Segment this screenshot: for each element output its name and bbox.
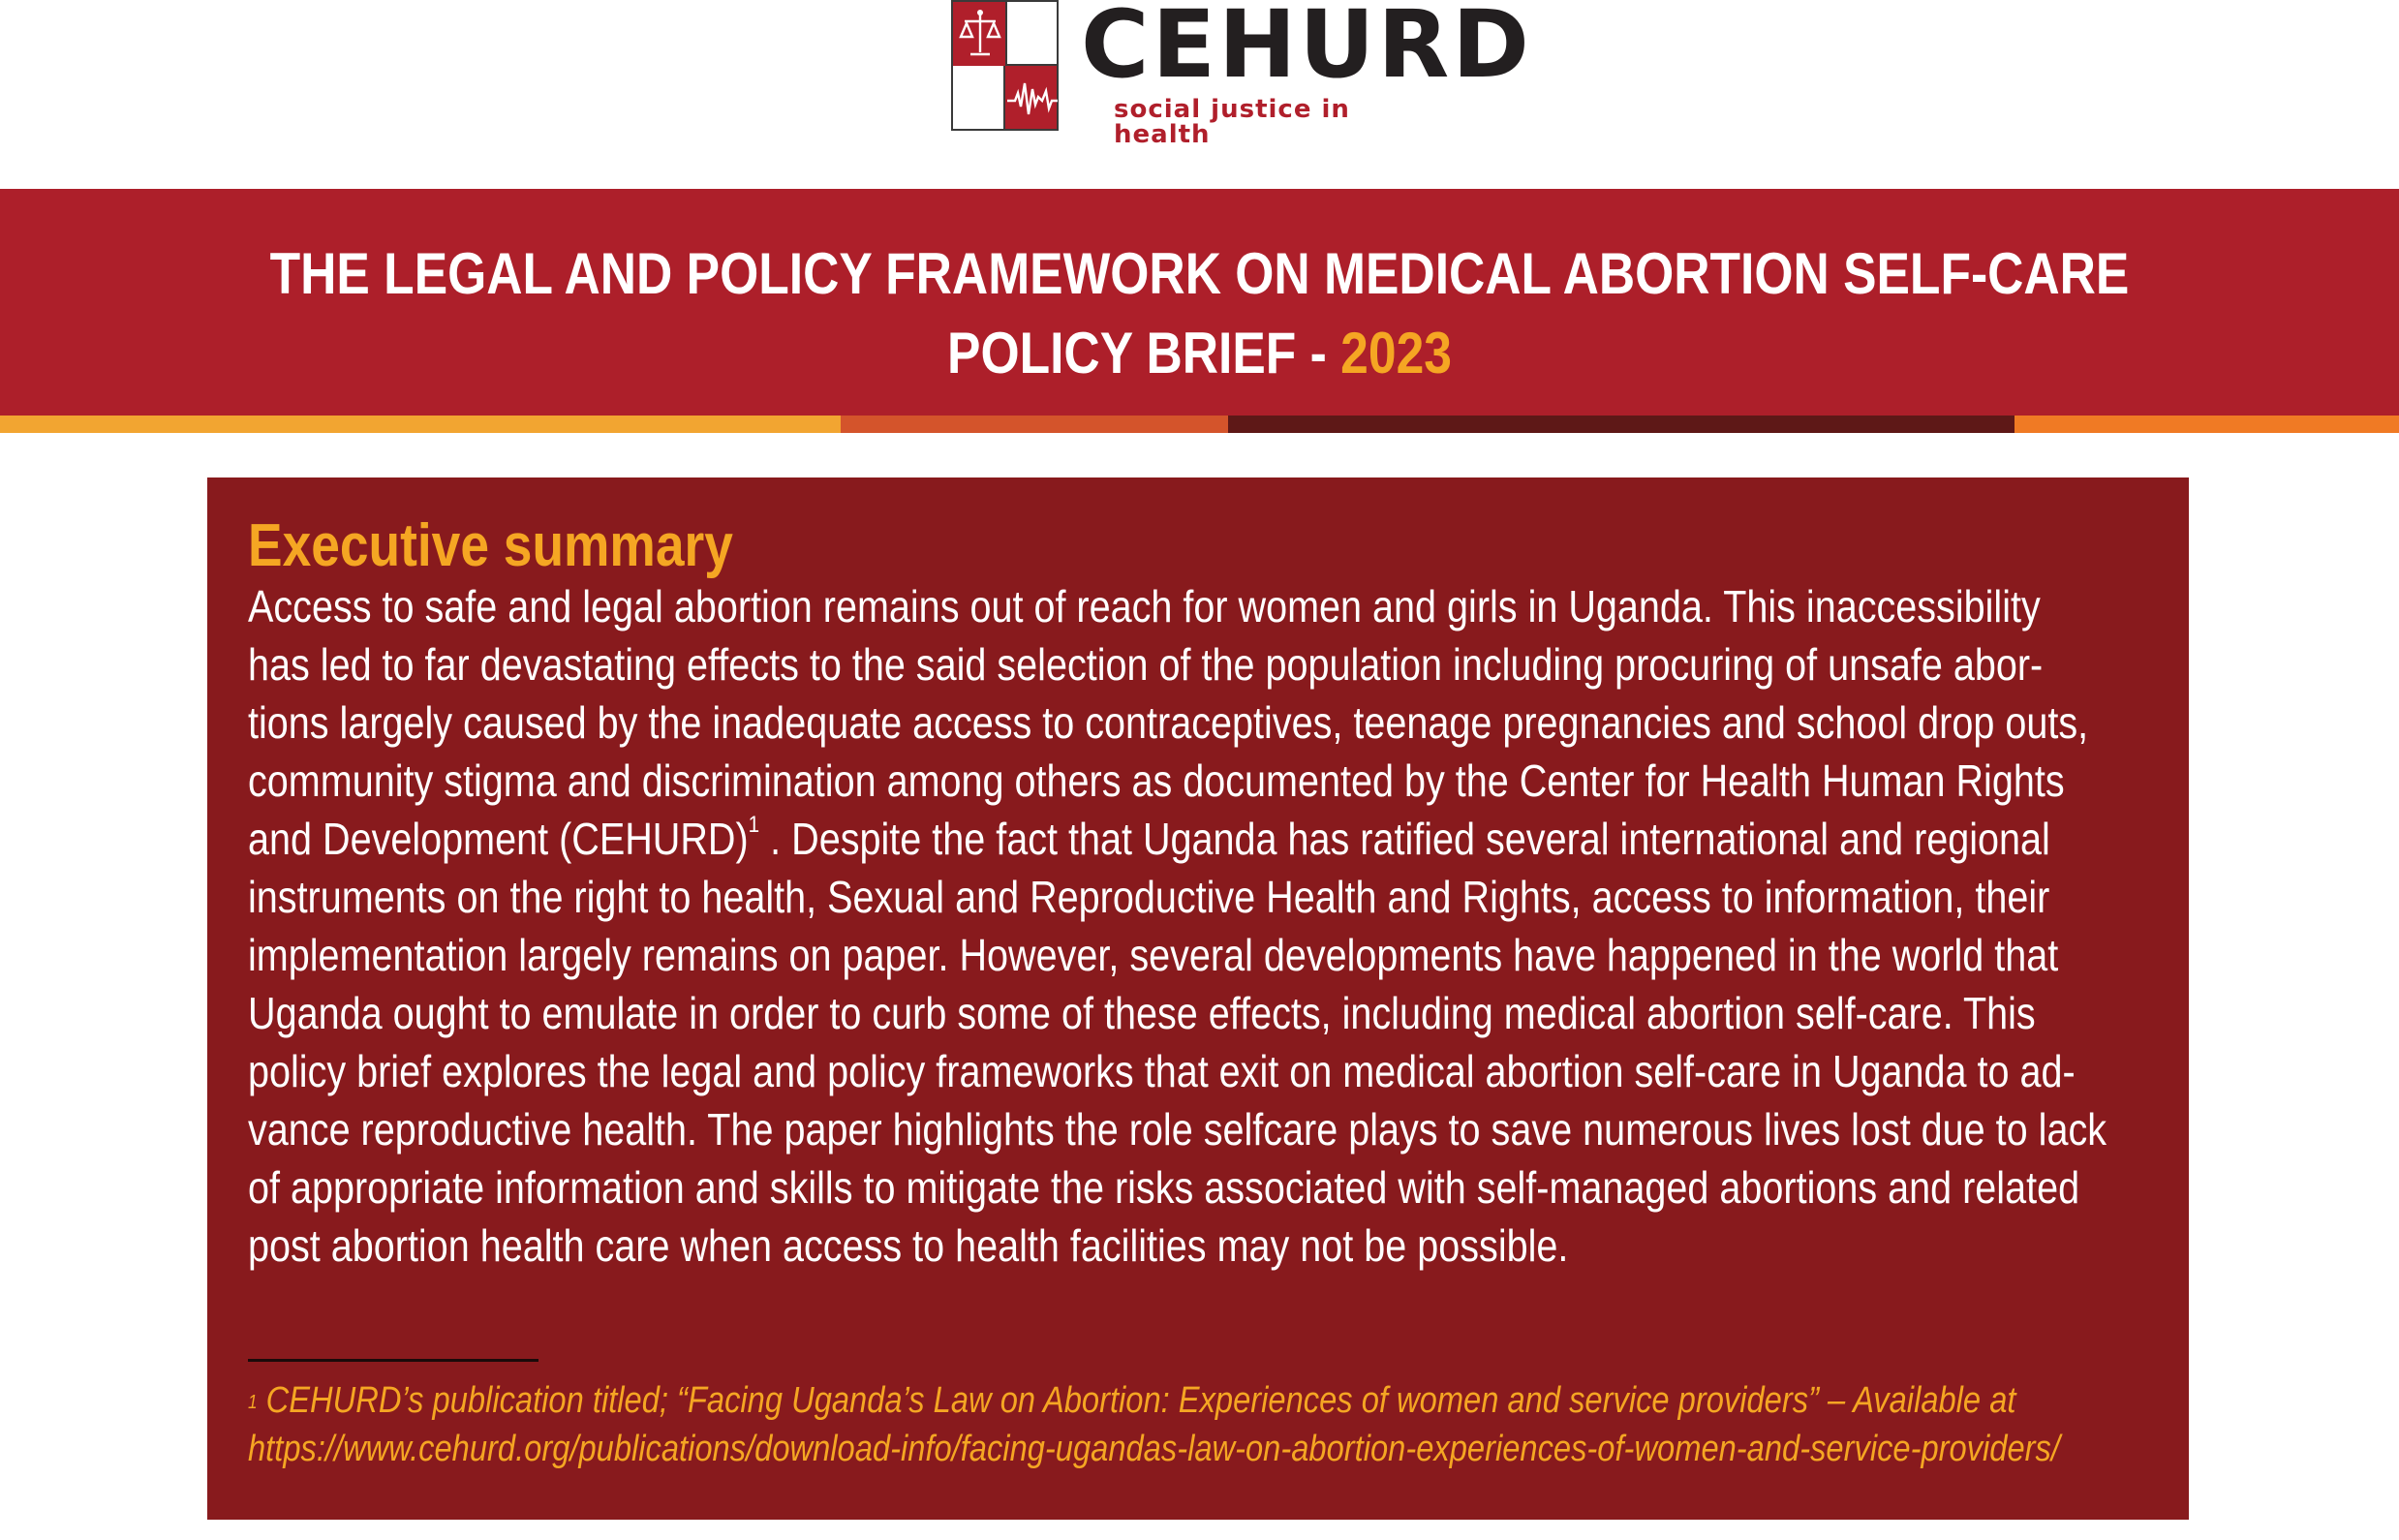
banner-year: 2023 bbox=[1340, 321, 1452, 385]
cehurd-logo bbox=[949, 0, 1532, 149]
summary-line-part: and Development (CEHURD) bbox=[248, 814, 749, 864]
summary-line: Access to safe and legal abortion remains out of reach for women and girls in Uganda. This inaccessibility bbox=[248, 581, 2041, 631]
summary-line-part: . Despite the fact that Uganda has ratified several international and regional bbox=[759, 814, 2050, 864]
title-banner bbox=[0, 189, 2399, 416]
summary-line: vance reproductive health. The paper highlights the role selfcare plays to save numerous lives lost due to lack bbox=[248, 1104, 2107, 1155]
summary-line-with-footnote bbox=[248, 810, 2147, 868]
footnote-text: CEHURD’s publication titled; “Facing Uganda’s Law on Abortion: Experiences of women and service providers” – Available at bbox=[257, 1380, 2016, 1421]
logo-quadrant-white-top bbox=[1005, 2, 1058, 66]
summary-line: policy brief explores the legal and policy frameworks that exit on medical abortion self-care in Uganda to ad- bbox=[248, 1046, 2076, 1096]
summary-line: community stigma and discrimination among others as documented by the Center for Health Human Rights bbox=[248, 755, 2065, 806]
logo-mark bbox=[951, 0, 1059, 131]
summary-line: Uganda ought to emulate in order to curb some of these effects, including medical abortion self-care. This bbox=[248, 988, 2036, 1038]
footnote bbox=[248, 1376, 2205, 1473]
heartbeat-icon bbox=[1007, 72, 1058, 124]
stripe-segment-yellow bbox=[0, 416, 841, 433]
banner-title-line2 bbox=[168, 321, 2230, 385]
summary-body bbox=[248, 577, 2147, 1275]
scales-of-justice-icon bbox=[959, 8, 1001, 60]
summary-line: post abortion health care when access to health facilities may not be possible. bbox=[248, 1220, 1569, 1271]
stripe-segment-dark-brown bbox=[1228, 416, 2015, 433]
executive-summary-box bbox=[207, 477, 2189, 1520]
banner-title-prefix: POLICY BRIEF - bbox=[947, 321, 1341, 385]
footnote-line bbox=[248, 1376, 2205, 1425]
summary-line: implementation largely remains on paper. However, several developments have happened in the world that bbox=[248, 930, 2059, 980]
summary-line: tions largely caused by the inadequate access to contraceptives, teenage pregnancies and school drop outs, bbox=[248, 697, 2089, 748]
summary-line: of appropriate information and skills to mitigate the risks associated with self-managed abortions and related bbox=[248, 1162, 2080, 1213]
footnote-url[interactable]: https://www.cehurd.org/publications/download-info/facing-ugandas-law-on-abortion-experiences-of-women-and-service-providers/ bbox=[248, 1429, 2060, 1469]
footnote-divider bbox=[248, 1359, 538, 1362]
footnote-marker: 1 bbox=[248, 1392, 258, 1413]
banner-title-line1: THE LEGAL AND POLICY FRAMEWORK ON MEDICAL ABORTION SELF-CARE bbox=[269, 241, 2130, 306]
footnote-reference: 1 bbox=[748, 812, 760, 838]
summary-line: has led to far devastating effects to the said selection of the population including procuring of unsafe abor- bbox=[248, 639, 2044, 690]
stripe-segment-orange bbox=[2015, 416, 2399, 433]
summary-line: instruments on the right to health, Sexual and Reproductive Health and Rights, access to information, their bbox=[248, 872, 2050, 922]
logo-name: CEHURD bbox=[1081, 0, 1532, 99]
logo-tagline: social justice in health bbox=[1114, 95, 1350, 149]
stripe-segment-orange-red bbox=[841, 416, 1228, 433]
logo-quadrant-white-bottom bbox=[953, 66, 1005, 130]
summary-heading: Executive summary bbox=[248, 512, 733, 579]
